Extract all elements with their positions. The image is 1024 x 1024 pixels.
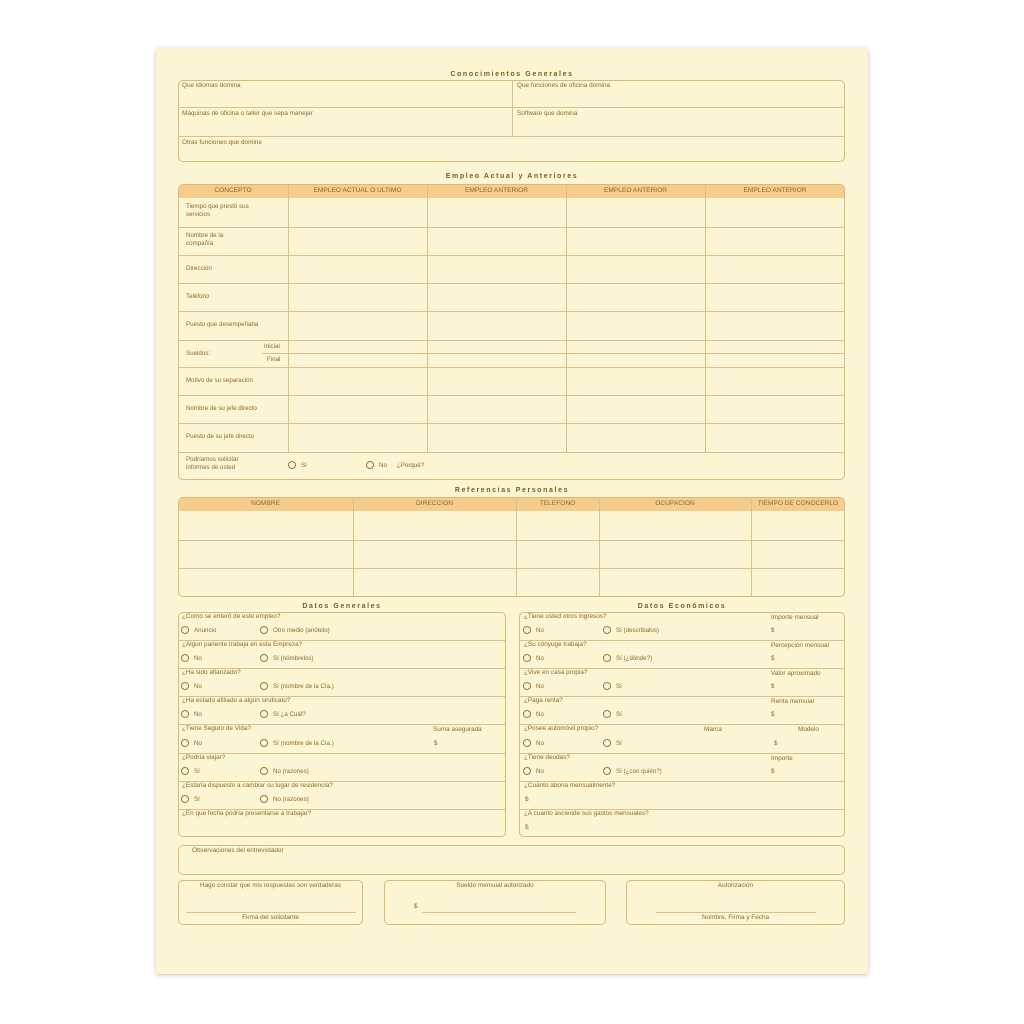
eco-q6-no-label: No <box>536 768 544 775</box>
eco-q5-no-label: No <box>536 740 544 747</box>
gen-q6-no-radio[interactable] <box>260 767 268 775</box>
eco-q2-no-radio[interactable] <box>523 654 531 662</box>
section-title-referencias: Referencias Personales <box>454 487 570 494</box>
eco-q6-importe-label: Importe <box>771 755 793 762</box>
eco-q4-renta-label: Renta mensual <box>771 698 814 705</box>
eco-q1-no-label: No <box>536 627 544 634</box>
section-title-empleo: Empleo Actual y Anteriores <box>445 173 579 180</box>
eco-q3-no-label: No <box>536 683 544 690</box>
autorizacion-label: Autorización <box>717 882 754 889</box>
divider <box>178 753 506 754</box>
eco-q1-si-label: Sí (describalos) <box>616 627 659 634</box>
signature-line <box>656 912 816 913</box>
divider <box>178 255 845 256</box>
nombre-firma-fecha-label: Nombre, Firma y Fecha <box>701 914 770 921</box>
ref-header-direccion: DIRECCION <box>416 500 453 507</box>
row-tiempo: Tiempo que prestó sus servicios <box>186 203 249 218</box>
gen-q7-si-radio[interactable] <box>181 795 189 803</box>
divider <box>751 497 752 597</box>
eco-q6-si-radio[interactable] <box>603 767 611 775</box>
divider <box>178 107 845 108</box>
eco-q6: ¿Tiene deudas? <box>524 754 570 761</box>
gen-q4-si-radio[interactable] <box>260 710 268 718</box>
eco-q3-currency: $ <box>771 683 775 690</box>
gen-q5: ¿Tiene Seguro de Vida? <box>182 725 251 732</box>
empleo-header-anterior-1: EMPLEO ANTERIOR <box>464 187 529 194</box>
eco-q2-no-label: No <box>536 655 544 662</box>
gen-q4-no-radio[interactable] <box>181 710 189 718</box>
informes-no-label: No <box>379 462 387 469</box>
eco-q1: ¿Tiene usted otros ingresos? <box>524 613 607 620</box>
constar-label: Hago constar que mis respuestas son verdaderas <box>199 882 342 889</box>
gen-q3-no-radio[interactable] <box>181 682 189 690</box>
eco-q7-currency[interactable]: $ <box>525 796 529 803</box>
row-sueldo-inicial: Inicial <box>264 343 280 350</box>
eco-q5-marca-label: Marca <box>704 726 722 733</box>
ref-header-ocupacion: OCUPACION <box>655 500 695 507</box>
gen-q3-si-radio[interactable] <box>260 682 268 690</box>
eco-q2-percepcion-label: Percepción mensual <box>771 642 829 649</box>
gen-q2-si-label: Sí (nómbrelos) <box>273 655 314 662</box>
gen-q8[interactable]: ¿En que fecha podría presentarse a trabajar? <box>182 810 312 817</box>
empleo-header-anterior-3: EMPLEO ANTERIOR <box>743 187 807 194</box>
funciones-oficina-field[interactable]: Que funciones de oficina domina <box>517 82 611 89</box>
application-form-sheet <box>156 48 868 974</box>
divider <box>178 283 845 284</box>
eco-q5-si-label: Sí <box>616 740 622 747</box>
row-direccion: Dirección <box>186 265 212 272</box>
informes-no-radio[interactable] <box>366 461 374 469</box>
row-motivo: Motivo de su separación <box>186 377 254 384</box>
firma-solicitante-label: Firma del solicitante <box>242 914 299 921</box>
section-title-conocimientos: Conocimientos Generales <box>450 71 574 78</box>
divider <box>599 497 600 597</box>
eco-q2: ¿Su cónyuge trabaja? <box>524 641 587 648</box>
row-sueldos: Sueldos: <box>186 350 211 357</box>
divider <box>178 136 845 137</box>
ref-header-telefono: TELEFONO <box>539 500 576 507</box>
amount-line <box>422 912 576 913</box>
eco-q2-currency: $ <box>771 655 775 662</box>
eco-q5-currency: $ <box>774 740 778 747</box>
eco-q5-modelo-label: Modelo <box>798 726 819 733</box>
eco-q4-no-radio[interactable] <box>523 710 531 718</box>
divider <box>427 184 428 452</box>
eco-q6-no-radio[interactable] <box>523 767 531 775</box>
eco-q5-no-radio[interactable] <box>523 739 531 747</box>
gen-q6-si-label: Sí <box>194 768 200 775</box>
gen-q5-si-radio[interactable] <box>260 739 268 747</box>
divider <box>566 184 567 452</box>
divider <box>178 311 845 312</box>
eco-q6-si-label: Sí (¿con quién?) <box>616 768 662 775</box>
eco-q5: ¿Posee automóvil propio? <box>524 725 599 732</box>
eco-q3-no-radio[interactable] <box>523 682 531 690</box>
gen-q1-otro-label: Otro medio (anótelo) <box>273 627 330 634</box>
row-telefono: Teléfono <box>186 293 210 300</box>
eco-q5-si-radio[interactable] <box>603 739 611 747</box>
divider <box>178 367 845 368</box>
divider <box>353 497 354 597</box>
gen-q5-suma-label: Suma asegurada <box>433 726 482 733</box>
gen-q2: ¿Algun pariente trabaja en esta Empreza? <box>182 641 303 648</box>
eco-q4-no-label: No <box>536 711 544 718</box>
informes-question: Podríamos solicitar informes de usted <box>186 456 239 471</box>
divider <box>178 568 845 569</box>
row-jefe-puesto: Puesto de su jefe directo <box>186 433 255 440</box>
otras-funciones-field[interactable]: Otras funciones que domine <box>182 139 262 146</box>
section-title-economicos: Datos Económicos <box>637 603 727 610</box>
gen-q1-anuncio-radio[interactable] <box>181 626 189 634</box>
eco-q3: ¿Vive en casa propia? <box>524 669 588 676</box>
gen-q5-si-label: Sí (nombre de la Cía.) <box>273 740 334 747</box>
eco-q1-currency: $ <box>771 627 775 634</box>
divider <box>178 340 845 341</box>
eco-q4: ¿Paga renta? <box>524 697 563 704</box>
gen-q5-no-radio[interactable] <box>181 739 189 747</box>
divider <box>516 497 517 597</box>
empleo-header-actual: EMPLEO ACTUAL O ULTIMO <box>313 187 402 194</box>
divider <box>178 540 845 541</box>
gen-q7-no-radio[interactable] <box>260 795 268 803</box>
gen-q3: ¿Ha sido afianzado? <box>182 669 241 676</box>
ref-header-nombre: NOMBRE <box>251 500 280 507</box>
divider <box>705 184 706 452</box>
section-title-generales: Datos Generales <box>302 603 382 610</box>
sueldo-autorizado-label: Sueldo mensual autorizado <box>456 882 534 889</box>
eco-q1-importe-label: Importe mensual <box>771 614 819 621</box>
gen-q5-no-label: No <box>194 740 202 747</box>
divider <box>178 452 845 453</box>
eco-q8-currency[interactable]: $ <box>525 824 529 831</box>
eco-q8: ¿A cuanto asciende sus gastos mensuales? <box>524 810 649 817</box>
eco-q4-si-label: Sí <box>616 711 622 718</box>
gen-q1-anuncio-label: Anuncio <box>194 627 217 634</box>
row-nombre-compania: Nombre de la compañía <box>186 232 224 247</box>
divider <box>178 395 845 396</box>
informes-si-label: Sí <box>301 462 307 469</box>
sueldo-currency: $ <box>414 903 418 910</box>
eco-q4-currency: $ <box>771 711 775 718</box>
ref-header-tiempo: TIEMPO DE CONOCERLO <box>757 500 839 507</box>
eco-q2-si-label: Sí (¿dónde?) <box>616 655 653 662</box>
gen-q2-si-radio[interactable] <box>260 654 268 662</box>
gen-q3-no-label: No <box>194 683 202 690</box>
gen-q4: ¿Ha estado afiliado a algún sindicato? <box>182 697 291 704</box>
empleo-header-concepto: CONCEPTO <box>214 187 252 194</box>
informes-porque-label: ¿Porqué? <box>397 462 425 469</box>
row-puesto: Puesto que desempeñaba <box>186 321 259 328</box>
divider <box>512 80 513 136</box>
gen-q6: ¿Podría viajar? <box>182 754 226 761</box>
divider <box>178 227 845 228</box>
gen-q1: ¿Como se enteró de este empleo? <box>182 613 281 620</box>
idiomas-field[interactable]: Que idiomas domina <box>182 82 241 89</box>
gen-q4-no-label: No <box>194 711 202 718</box>
gen-q7-si-label: Sí <box>194 796 200 803</box>
gen-q2-no-label: No <box>194 655 202 662</box>
divider <box>288 184 289 452</box>
gen-q4-si-label: Sí ¿a Cuál? <box>273 711 306 718</box>
maquinas-field[interactable]: Máquinas de oficina o taller que sepa manejar <box>182 110 313 117</box>
empleo-header-anterior-2: EMPLEO ANTERIOR <box>603 187 668 194</box>
gen-q7: ¿Estaría dispuesto a cambiar su lugar de residencia? <box>182 782 333 789</box>
eco-q3-si-label: Sí <box>616 683 622 690</box>
informes-si-radio[interactable] <box>288 461 296 469</box>
eco-q4-si-radio[interactable] <box>603 710 611 718</box>
divider <box>262 353 845 354</box>
divider <box>519 696 845 697</box>
observaciones-label: Observaciones del entrevistador <box>192 847 284 854</box>
gen-q7-no-label: No (razones) <box>273 796 309 803</box>
eco-q3-valor-label: Valor aproximado <box>771 670 821 677</box>
row-sueldo-final: Final <box>267 356 281 363</box>
empleo-table <box>178 184 845 480</box>
eco-q1-si-radio[interactable] <box>603 626 611 634</box>
gen-q2-no-radio[interactable] <box>181 654 189 662</box>
gen-q6-no-label: No (razones) <box>273 768 309 775</box>
software-field[interactable]: Software que domina <box>517 110 578 117</box>
eco-q7: ¿Cuánto abona mensualmente? <box>524 782 616 789</box>
gen-q5-suma-currency: $ <box>434 740 438 747</box>
eco-q2-si-radio[interactable] <box>603 654 611 662</box>
eco-q1-no-radio[interactable] <box>523 626 531 634</box>
row-jefe-nombre: Nombre de su jefe directo <box>186 405 257 412</box>
gen-q3-si-label: Sí (nombre de la Cía.) <box>273 683 334 690</box>
signature-line <box>186 912 356 913</box>
gen-q6-si-radio[interactable] <box>181 767 189 775</box>
eco-q6-currency: $ <box>771 768 775 775</box>
eco-q3-si-radio[interactable] <box>603 682 611 690</box>
divider <box>178 423 845 424</box>
referencias-table <box>178 497 845 597</box>
gen-q1-otro-radio[interactable] <box>260 626 268 634</box>
